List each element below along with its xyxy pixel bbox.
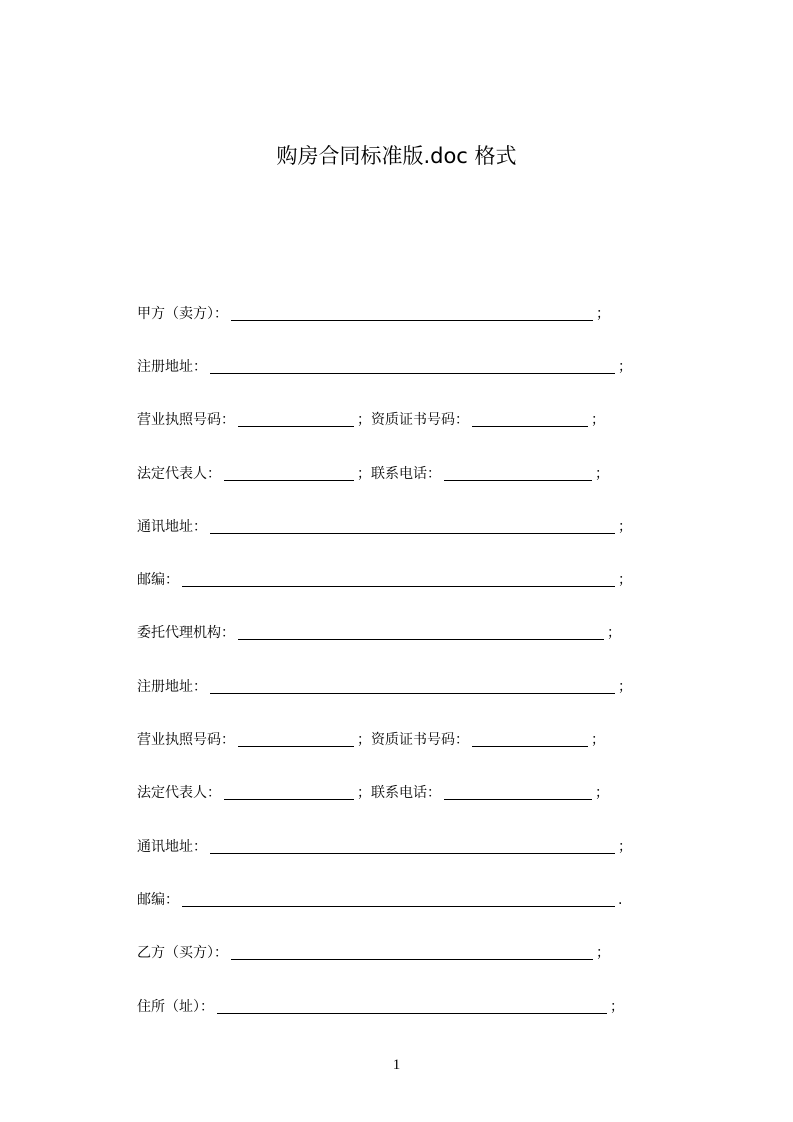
agency-postcode-line — [137, 873, 637, 926]
mailing-address-line — [137, 500, 637, 553]
registered-address-line — [137, 340, 637, 393]
agency-business-license-blank[interactable] — [238, 733, 354, 747]
agency-registered-address-end: ； — [618, 678, 632, 695]
mailing-address-end: ； — [618, 518, 632, 535]
document-title: 购房合同标准版.doc 格式 — [276, 144, 517, 168]
legal-representative-label: 法定代表人： — [137, 465, 221, 482]
agency-blank[interactable] — [238, 626, 604, 640]
postcode-line — [137, 553, 637, 606]
business-license-blank[interactable] — [238, 413, 354, 427]
qualification-cert-label: ；资质证书号码： — [357, 412, 469, 429]
seller-name-blank[interactable] — [231, 307, 593, 321]
agency-business-license-label: 营业执照号码： — [137, 732, 235, 749]
registered-address-blank[interactable] — [210, 360, 615, 374]
agency-registered-address-line — [137, 660, 637, 713]
agency-legal-representative-end: ； — [595, 785, 609, 802]
buyer-residence-end: ； — [610, 998, 624, 1015]
agency-postcode-blank[interactable] — [182, 893, 615, 907]
agency-end: ； — [607, 625, 621, 642]
agency-legal-representative-line — [137, 767, 637, 820]
agency-mailing-address-end: ； — [618, 838, 632, 855]
postcode-label: 邮编： — [137, 572, 179, 589]
buyer-name-blank[interactable] — [231, 946, 593, 960]
registered-address-label: 注册地址： — [137, 358, 207, 375]
agency-mailing-address-label: 通讯地址： — [137, 838, 207, 855]
agency-postcode-label: 邮编： — [137, 891, 179, 908]
agency-contact-phone-label: ；联系电话： — [357, 785, 441, 802]
buyer-residence-label: 住所（址）： — [137, 998, 214, 1015]
agency-contact-phone-blank[interactable] — [444, 786, 592, 800]
business-license-line — [137, 394, 637, 447]
postcode-blank[interactable] — [182, 573, 615, 587]
page-number: 1 — [392, 1057, 401, 1073]
agency-registered-address-blank[interactable] — [210, 680, 615, 694]
agency-legal-representative-label: 法定代表人： — [137, 785, 221, 802]
buyer-residence-line — [137, 980, 637, 1033]
seller-name-line — [137, 287, 637, 340]
agency-mailing-address-blank[interactable] — [210, 840, 615, 854]
mailing-address-label: 通讯地址： — [137, 518, 207, 535]
mailing-address-blank[interactable] — [210, 520, 615, 534]
legal-representative-blank[interactable] — [224, 467, 354, 481]
legal-representative-end: ； — [595, 465, 609, 482]
business-license-end: ； — [591, 412, 605, 429]
agency-business-license-end: ； — [591, 732, 605, 749]
agency-registered-address-label: 注册地址： — [137, 678, 207, 695]
postcode-end: ； — [618, 572, 632, 589]
contact-phone-label: ；联系电话： — [357, 465, 441, 482]
buyer-name-end: ； — [596, 945, 610, 962]
contract-party-fields — [137, 287, 637, 1033]
agency-legal-representative-blank[interactable] — [224, 786, 354, 800]
qualification-cert-blank[interactable] — [472, 413, 588, 427]
agency-qualification-cert-label: ；资质证书号码： — [357, 732, 469, 749]
agency-mailing-address-line — [137, 820, 637, 873]
seller-name-label: 甲方（卖方）： — [137, 305, 228, 322]
agency-postcode-end: . — [618, 891, 623, 908]
buyer-name-line — [137, 927, 637, 980]
contact-phone-blank[interactable] — [444, 467, 592, 481]
agency-qualification-cert-blank[interactable] — [472, 733, 588, 747]
seller-name-end: ； — [596, 305, 610, 322]
legal-representative-line — [137, 447, 637, 500]
agency-line — [137, 607, 637, 660]
business-license-label: 营业执照号码： — [137, 412, 235, 429]
buyer-name-label: 乙方（买方）： — [137, 945, 228, 962]
registered-address-end: ； — [618, 358, 632, 375]
buyer-residence-blank[interactable] — [217, 1000, 607, 1014]
agency-business-license-line — [137, 713, 637, 766]
agency-label: 委托代理机构： — [137, 625, 235, 642]
